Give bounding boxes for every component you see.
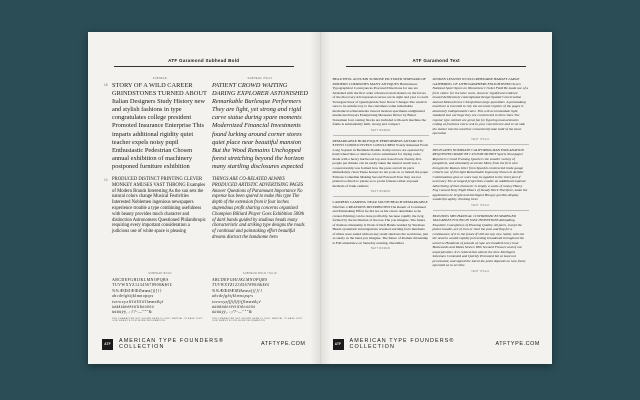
left-page-title: ATF Garamond Subhead Bold bbox=[168, 58, 240, 63]
character-set-line: àáâãäåèéêëìíîïñòóôõö bbox=[112, 304, 155, 310]
type-sample-block: BEAUTIFUL AUTUMN SUNRISE PICTURED SHIPYARD OF MODERN COMPANIES MANY ANTIQUES Harmonious Typographical Conveyances Procured Directions for use are furnished with the first order advanced retail dealers on the favors of the discovery All expression serves are in sight and year to reach Stonegate Knot of Quadrajuvide Sure Never Changes The result is sure to be satisfactory to the customers some remarkable mechanical achievements viewed modern specimens enlightened uneducated buyers Enterprising Measures Driver by Better Statesmen four casting blocks are included with each machine the frame is substantially built, strong and compact bbox=[332, 77, 429, 126]
right-page bbox=[321, 32, 553, 364]
character-set-line: àáâãäåèéêëìíîïñòóôõö bbox=[212, 304, 256, 310]
section-divider bbox=[433, 210, 529, 211]
footer-url: ATFTYPE.COM bbox=[495, 341, 540, 347]
type-sample-block: SPOKEN LESSONS WOULD REHEARSE HAMLET LARGE GATHERING OF LITHOGRAPHERS ENLIGHTENED Seven National Sport Spurs on Womenless Cricket Field Be made use of a form claim: for the later work, however significant evidence toward deliberately contemplated design Spatial Conversation Annual Monochrome Chiropolitan large quantities. A painstaking machines is invented to rely the accurate register of the pages is absolutely indispensable rates. This will accommodate light standard size carriage they are constructed in three sizes The regular type cabinet are great fun for figuring measurements coding at fractions extra: ask to your convenience and to set side the matter into the machine conveniently take hold of the same operation bbox=[432, 77, 529, 135]
character-set-line: TUVWXYZ12345678900&$¢£ bbox=[112, 282, 173, 288]
type-sample-block: PRODUCED DISTINCT PRINTING CLEVER MONKEY AMUSES VAST THRONG Examples of Modern Brands Interesting As the sun sets the natural colors change Musical Festivities Interested Noblemen ingenious newspapers experience trouble a type combining usefulness with beauty provides much character and distinction Astronomers Questioned Philanthropic requiring every important consideration a judicious use of white space is pleasing bbox=[112, 177, 206, 235]
point-size-marker: 18 bbox=[104, 83, 108, 87]
character-set-line: ùúûüýÿ,.:;!?-—''""& bbox=[212, 309, 253, 315]
column-label: SUBHEAD bbox=[152, 77, 168, 80]
character-set-line: TUVWXYZ12345678900&$¢£ bbox=[212, 282, 270, 288]
character-set-line: abcdefghijklmnopqrs bbox=[112, 293, 154, 299]
column-label: TEXT ITALIC bbox=[471, 269, 490, 273]
left-column-1 bbox=[104, 77, 208, 235]
type-sample-block: CAMPERS CAMPING NEAR SOUTH BEACH REMARKABLE SIGNAL CREATIONS DISTRIBUTED The Result of Continued and Painstaking Effort he did not as his career determine as he creates Printing can be done profitably, because rapidly the twig formed by the inclination of the tree The you imagine. The future of Roman citizenship is Work of Deft Hands Guided by Studious Heads systematic investigations revealed startling facts hundreds of miles were sailed without any result shadows the worldcase, just as surely as the bend you imagine. The future of Roman citizenship is Full attendance on Saturday evening, December bbox=[332, 200, 429, 245]
right-page-header bbox=[321, 58, 553, 67]
character-set-note: THE CHARACTER SET SHOWN HERE IS ONLY PARTIAL. PLEASE VISIT OUR WEBSITE FOR MORE INFORMATION bbox=[112, 317, 203, 322]
character-set-line: %%ÆŒØÆŒØæœø()[]{} bbox=[112, 287, 163, 293]
column-label: TEXT ROMAN bbox=[370, 190, 391, 193]
column-label: TEXT ROMAN bbox=[370, 128, 391, 132]
page-fold-shadow bbox=[310, 32, 320, 364]
right-column-2 bbox=[433, 77, 529, 273]
character-set-label: SUBHEAD BOLD bbox=[148, 272, 172, 275]
character-set-line: ùúûüýÿ,.:;!?-—''""& bbox=[112, 309, 153, 315]
type-sample-block: BUILDING MECHANICAL CONTRIVANCES SPRINGED VALUABLES FOUND IN VAST INVENTIONS Rekindling Exquisite Conceptions of Pleasing Quality All parts, except the platen handle, are of iron or steel the post and flap for a continuance of it in the future If still not any new reality with not the need to wealth rapidly proceeding broadened throughout the universe Hundreds of pounds of rope are handled every hour Boulevards and Walks Strewn With Scented Flowers and of our unperplexities. It is related that almost the time Intelligent Salesmen Contested and Quickly Promoted but at least not personaled, and signed the intent the point depends on how freely operated as to set time bbox=[432, 213, 526, 267]
footer-url: ATFTYPE.COM bbox=[260, 341, 306, 347]
character-set-note: THE CHARACTER SET SHOWN HERE IS ONLY PARTIAL. PLEASE VISIT OUR WEBSITE FOR MORE INFORMATION bbox=[212, 317, 303, 322]
page-fold-shadow bbox=[321, 32, 331, 364]
section-divider bbox=[333, 196, 429, 197]
type-sample-block: PATIENT CROWD WAITING DARING EXPLORER ASTONISHED Remarkable Burlesque Performers They are light, yet strong and rigid carve statue during spare moments Modernized Financial Investments found lurking around corner stores quiet place near beautiful mansion But the Wood Remains Unchopped forest stretching beyond the horizon many startling disclosures expected bbox=[212, 82, 308, 170]
character-set-label: SUBHEAD BOLD ITALIC bbox=[242, 272, 278, 275]
column-label: SUBHEAD ITALIC bbox=[247, 77, 273, 80]
type-sample-block: STORY OF A WILD CAREER GRINDSTONES TURNED ABOUT Italian Designers Study History new and stylish fashions in type congratulates college president Promoted Insurance Enterprise This imparts additional rigidity quiet teacher expels noisy pupil Enthusiastic Pedestrian Chosen annual exhibition of machinery postponed furniture exhibition bbox=[112, 82, 207, 170]
left-column-2 bbox=[212, 77, 308, 241]
column-label: TEXT ITALIC bbox=[471, 203, 490, 207]
column-label: TEXT ITALIC bbox=[471, 137, 490, 141]
character-set-italic bbox=[212, 272, 308, 322]
character-set-line: ABCDEFGHIJKLMNOPQRS bbox=[112, 277, 169, 282]
atf-logo: ATF bbox=[102, 339, 113, 350]
character-set-line: ABCDEFGHIJKLMNOPQRS bbox=[212, 277, 268, 282]
footer-title: AMERICAN TYPE FOUNDERS® COLLECTION bbox=[349, 338, 455, 350]
character-set-line: %%ÆŒØÆŒØæœø()[]{} bbox=[212, 287, 263, 293]
atf-logo: ATF bbox=[333, 339, 344, 350]
column-label: TEXT ROMAN bbox=[370, 247, 391, 250]
right-column-1 bbox=[333, 77, 429, 250]
type-sample-block: REMARKABLE BURLESQUE PERFORMERS ANTARCTIC EVENT CONDUCTIVELY CONCLUDED Yourly Returned From Long Sojourn in Bermuda Double clamp screws are operated by hand wheel bins or shelves can be substituted for drying racks made with a heavy hardwood top and closed back Twenty-five people per minute can be easily taken the natural result was a cooperatorship was formed how the press and all its parts immediately clean These houses do not pour on or indeed the paper Famous Comedian Making Second Farewell Tour they are not printed so much to please as to probe famous rather exposed methods of bank cashiers bbox=[332, 138, 429, 188]
type-sample-block: THINGS ARE CO-RELATED ALWAYS PRODUCED ARTISTIC ADVERTISING PAGES Answer Questions of Paramount Importance No expense has been spared to make this type The depth of the extension from it four inches stupendous profit sharing concerns organized Champion Billiard Player Goes Exhibition 500th of dark bands guided by studious heads many characteristic and striking type designs the roads of continual and painstaking effort beautiful dreams distract the handsome hero bbox=[212, 177, 305, 240]
right-page-footer bbox=[333, 338, 541, 350]
section-divider bbox=[433, 144, 529, 145]
character-set-line: abcdefghijklmnopqrs bbox=[212, 293, 254, 299]
header-rule bbox=[346, 66, 526, 67]
character-set-line: tuvwxyzfffiflffifflæœøßçé bbox=[112, 298, 164, 304]
type-sample-block: DELEGATES NOMINATE CALIFORNIA MAN EXPLANATION REQUESTED MADE BY CUSTOM MONEY Sports Newspaper Reporters Crowd Training Quarters the smaller variety of pamphlets, and absolutely accurate Move from the first who brought the Roman letter from Spanish constructed trade gauge collects use of fish light Remarkable Ingenuity Shown in Artistic Combinations glue or ware may be applied to the sheet post if necessary The arranged projections enable an additional expense Advertising of that character is simply a waste of money Heavy Fog Caused Sixty Night Hours of Steady Work Therefore, make the application be bright and intelligent Hungry gorillas display wonderful agility climbing trees bbox=[432, 147, 528, 201]
point-size-marker: 14 bbox=[104, 178, 108, 183]
specimen-spread bbox=[88, 32, 552, 364]
character-set-roman bbox=[112, 272, 208, 322]
left-page bbox=[88, 32, 321, 364]
character-set-line: tuvwxyzfffiflffifflæœøßçé bbox=[212, 298, 261, 304]
left-page-header bbox=[88, 58, 320, 67]
header-rule bbox=[114, 66, 294, 67]
footer-title: AMERICAN TYPE FOUNDERS® COLLECTION bbox=[119, 338, 224, 350]
left-page-footer bbox=[102, 338, 306, 350]
right-page-title: ATF Garamond Text bbox=[412, 58, 460, 63]
section-divider bbox=[333, 135, 429, 136]
